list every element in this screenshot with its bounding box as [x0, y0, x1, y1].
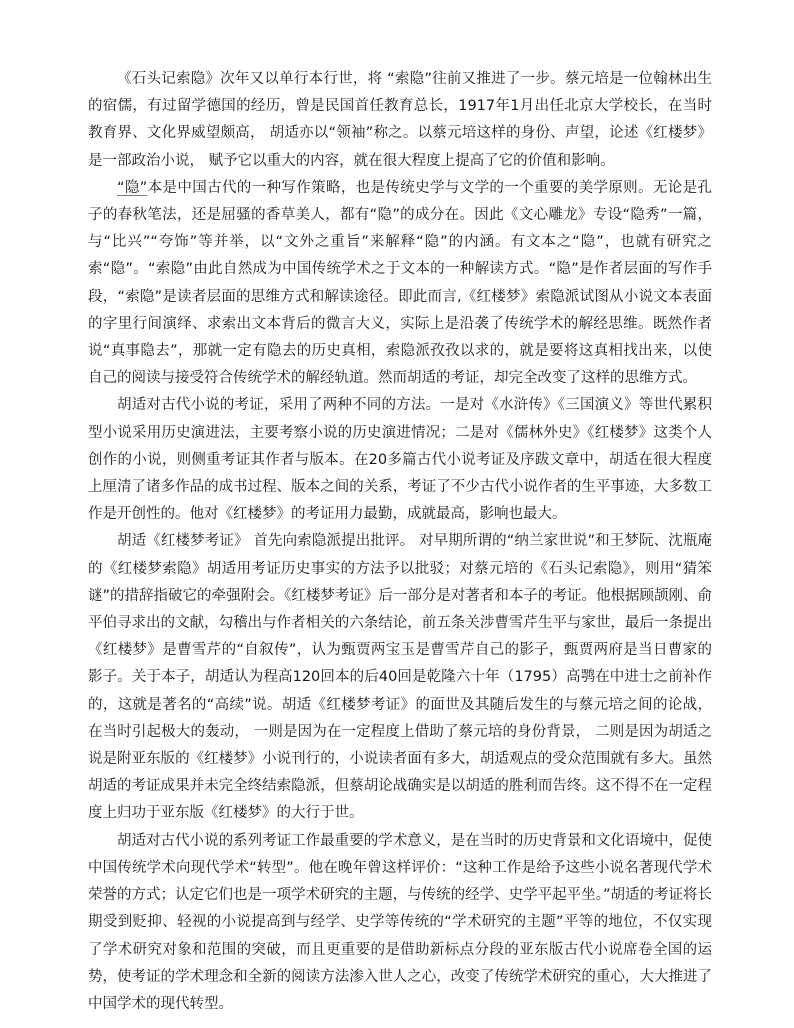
- paragraph-5: [88, 828, 712, 1018]
- paragraph-1-text: 《石头记索隐》次年又以单行本行世，将 “索隐”往前又推进了一步。蔡元培是一位翰林出生的宿儒，有过留学德国的经历，曾是民国首任教育总长，1917年1月出任北京大学校长，在当时教育界、文化界威望颇高， 胡适亦以“领袖”称之。以蔡元培这样的身份、声望，论述《红楼梦》是一部政治小说， 赋予它以重大的内容，就在很大程度上提高了它的价值和影响。: [88, 71, 712, 169]
- paragraph-3: [88, 392, 712, 528]
- paragraph-4-text: 胡适《红楼梦考证》 首先向索隐派提出批评。 对早期所谓的“纳兰家世说”和王梦阮、沈瓶庵的《红楼梦索隐》胡适用考证历史事实的方法予以批驳；对蔡元培的《石头记索隐》，则用“猜笨谜”的措辞指破它的牵强附会。《红楼梦考证》后一部分是对著者和本子的考证。他根据顾颉刚、俞平伯寻求出的文献，勾稽出与作者相关的六条结论，前五条关涉曹雪芹生平与家世，最后一条提出《红楼梦》是曹雪芹的“自叙传”，认为甄贾两宝玉是曹雪芹自己的影子，甄贾两府是当日曹家的影子。关于本子，胡适认为程高120回本的后40回是乾隆六十年（1795）高鹗在中进士之前补作的，这就是著名的“高续”说。胡适《红楼梦考证》的面世及其随后发生的与蔡元培之间的论战，在当时引起极大的轰动， 一则是因为在一定程度上借助了蔡元培的身份背景， 二则是因为胡适之说是附亚东版的《红楼梦》小说刊行的，小说读者面有多大，胡适观点的受众范围就有多大。虽然胡适的考证成果并未完全终结索隐派，但蔡胡论战确实是以胡适的胜利而告终。这不得不在一定程度上归功于亚东版《红楼梦》的大行于世。: [88, 533, 712, 822]
- paragraph-5-text: 胡适对古代小说的系列考证工作最重要的学术意义，是在当时的历史背景和文化语境中，促使中国传统学术向现代学术“转型”。他在晚年曾这样评价：“这种工作是给予这些小说名著现代学术荣誉的方式；认定它们也是一项学术研究的主题，与传统的经学、史学平起平坐。”胡适的考证将长期受到贬抑、轻视的小说提高到与经学、史学等传统的“学术研究的主题”平等的地位，不仅实现了学术研究对象和范围的突破，而且更重要的是借助新标点分段的亚东版古代小说席卷全国的运势，使考证的学术理念和全新的阅读方法渗入世人之心，改变了传统学术研究的重心，大大推进了中国学术的现代转型。: [88, 832, 712, 1012]
- paragraph-3-text: 胡适对古代小说的考证，采用了两种不同的方法。一是对《水浒传》《三国演义》等世代累积型小说采用历史演进法，主要考察小说的历史演进情况；二是对《儒林外史》《红楼梦》这类个人创作的小说，则侧重考证其作者与版本。在20多篇古代小说考证及序跋文章中，胡适在很大程度上厘清了诸多作品的成书过程、版本之间的关系，考证了不少古代小说作者的生平事迹，大多数工作是开创性的。他对《红楼梦》的考证用力最勤，成就最高，影响也最大。: [88, 397, 712, 523]
- paragraph-4: [88, 528, 712, 827]
- document-body: [88, 66, 712, 1018]
- paragraph-2-lead: “隐”: [117, 179, 148, 196]
- paragraph-2: [88, 175, 712, 393]
- paragraph-2-text: 本是中国古代的一种写作策略，也是传统史学与文学的一个重要的美学原则。无论是孔子的春秋笔法，还是屈骚的香草美人，都有“隐”的成分在。因此《文心雕龙》专设“隐秀”一篇，与“比兴”“夸饰”等并举，以“文外之重旨”来解释“隐”的内涵。有文本之“隐”，也就有研究之索“隐”。“索隐”由此自然成为中国传统学术之于文本的一种解读方式。“隐”是作者层面的写作手段，“索隐”是读者层面的思维方式和解读途径。即此而言,《红楼梦》索隐派试图从小说文本表面的字里行间演绎、求索出文本背后的微言大义，实际上是沿袭了传统学术的解经思维。既然作者说“真事隐去”，那就一定有隐去的历史真相，索隐派孜孜以求的，就是要将这真相找出来，以使自己的阅读与接受符合传统学术的解经轨道。然而胡适的考证，却完全改变了这样的思维方式。: [88, 179, 712, 387]
- paragraph-1: [88, 66, 712, 175]
